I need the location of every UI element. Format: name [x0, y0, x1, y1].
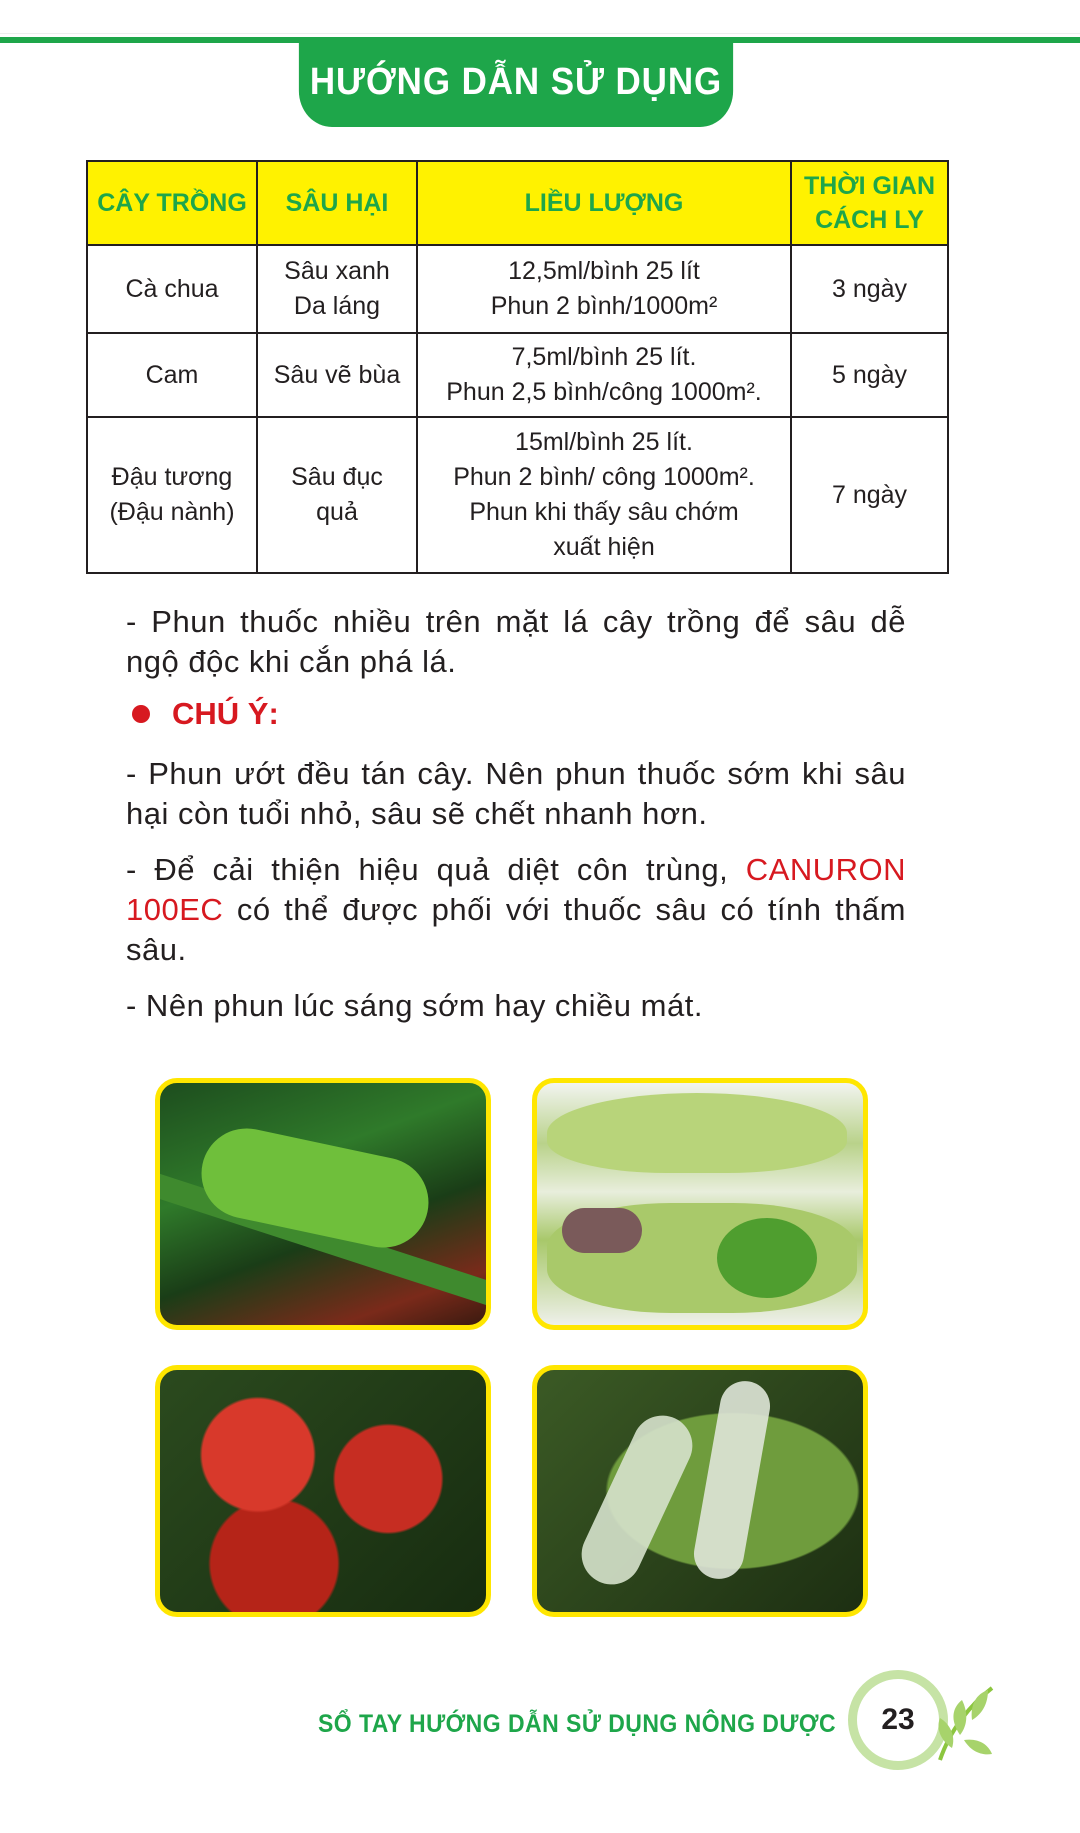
cell-interval: 5 ngày	[791, 333, 948, 417]
leaf-mine-trail-shape	[690, 1377, 774, 1583]
citrus-leaf-miner-photo	[532, 1365, 868, 1617]
bean-shape	[717, 1218, 817, 1298]
cell-line: Da láng	[293, 292, 381, 320]
header-pest: SÂU HẠI	[257, 161, 417, 245]
caterpillar-photo	[155, 1078, 491, 1330]
table-row	[87, 333, 948, 417]
cell-pest	[257, 417, 417, 573]
footer-title: SỔ TAY HƯỚNG DẪN SỬ DỤNG NÔNG DƯỢC	[318, 1710, 837, 1738]
header-interval-line: CÁCH LY	[815, 206, 924, 234]
cell-line: xuất hiện	[553, 533, 655, 561]
cell-line: Phun khi thấy sâu chớm	[469, 498, 739, 526]
soybean-pod-photo	[532, 1078, 868, 1330]
cell-line: Sâu đục	[291, 463, 383, 491]
header-dose: LIỀU LƯỢNG	[417, 161, 791, 245]
cell-dose	[417, 333, 791, 417]
note-paragraph: - Phun ướt đều tán cây. Nên phun thuốc sớm khi sâu hại còn tuổi nhỏ, sâu sẽ chết nhanh hơn.	[126, 756, 906, 831]
larva-shape	[562, 1208, 642, 1253]
header-interval-line: THỜI GIAN	[803, 172, 936, 200]
cell-dose	[417, 245, 791, 333]
bullet-dot-icon	[132, 705, 150, 723]
leaf-mine-trail-shape	[572, 1406, 702, 1594]
cell-crop	[87, 417, 257, 573]
note-paragraph: - Nên phun lúc sáng sớm hay chiều mát.	[126, 988, 703, 1023]
note-heading	[132, 696, 279, 732]
cell-line: Đậu tương	[111, 463, 233, 491]
cell-line: Phun 2,5 bình/công 1000m².	[446, 378, 762, 406]
cell-line: 7,5ml/bình 25 lít.	[511, 343, 697, 371]
note-paragraph	[126, 850, 906, 970]
note-heading-text: CHÚ Ý:	[172, 696, 279, 731]
cell-line: (Đậu nành)	[109, 498, 235, 526]
header-crop: CÂY TRỒNG	[87, 161, 257, 245]
cell-line: Sâu vẽ bùa	[273, 360, 401, 389]
cell-line: Cà chua	[125, 274, 219, 303]
dosage-table	[86, 160, 949, 574]
instruction-paragraph: - Phun thuốc nhiều trên mặt lá cây trồng để sâu dễ ngộ độc khi cắn phá lá.	[126, 604, 906, 679]
cell-crop	[87, 333, 257, 417]
cell-interval: 7 ngày	[791, 417, 948, 573]
table-row	[87, 417, 948, 573]
cell-dose	[417, 417, 791, 573]
leaf-icon	[930, 1680, 1000, 1770]
cell-pest	[257, 333, 417, 417]
cell-interval: 3 ngày	[791, 245, 948, 333]
product-name: CANURON 100EC	[126, 852, 906, 927]
page-title: HƯỚNG DẪN SỬ DỤNG	[299, 37, 733, 127]
cell-line: Phun 2 bình/1000m²	[490, 292, 718, 320]
tomato-photo	[155, 1365, 491, 1617]
cell-line: 12,5ml/bình 25 lít	[508, 257, 700, 285]
header-interval	[791, 161, 948, 245]
cell-line: Cam	[145, 360, 199, 389]
table-row	[87, 245, 948, 333]
cell-line: Sâu xanh	[284, 257, 390, 285]
table-header-row	[87, 161, 948, 245]
cell-line: 15ml/bình 25 lít.	[515, 428, 693, 456]
note-text: có thể được phối với thuốc sâu có tính thấm sâu.	[126, 892, 906, 967]
cell-line: Phun 2 bình/ công 1000m².	[453, 463, 755, 491]
page-number: 23	[881, 1703, 915, 1736]
note-text: - Để cải thiện hiệu quả diệt côn trùng,	[126, 852, 746, 887]
cell-crop	[87, 245, 257, 333]
cell-line: quả	[316, 498, 358, 526]
page-top-edge	[0, 0, 1080, 34]
cell-pest	[257, 245, 417, 333]
pod-shape	[547, 1093, 847, 1173]
